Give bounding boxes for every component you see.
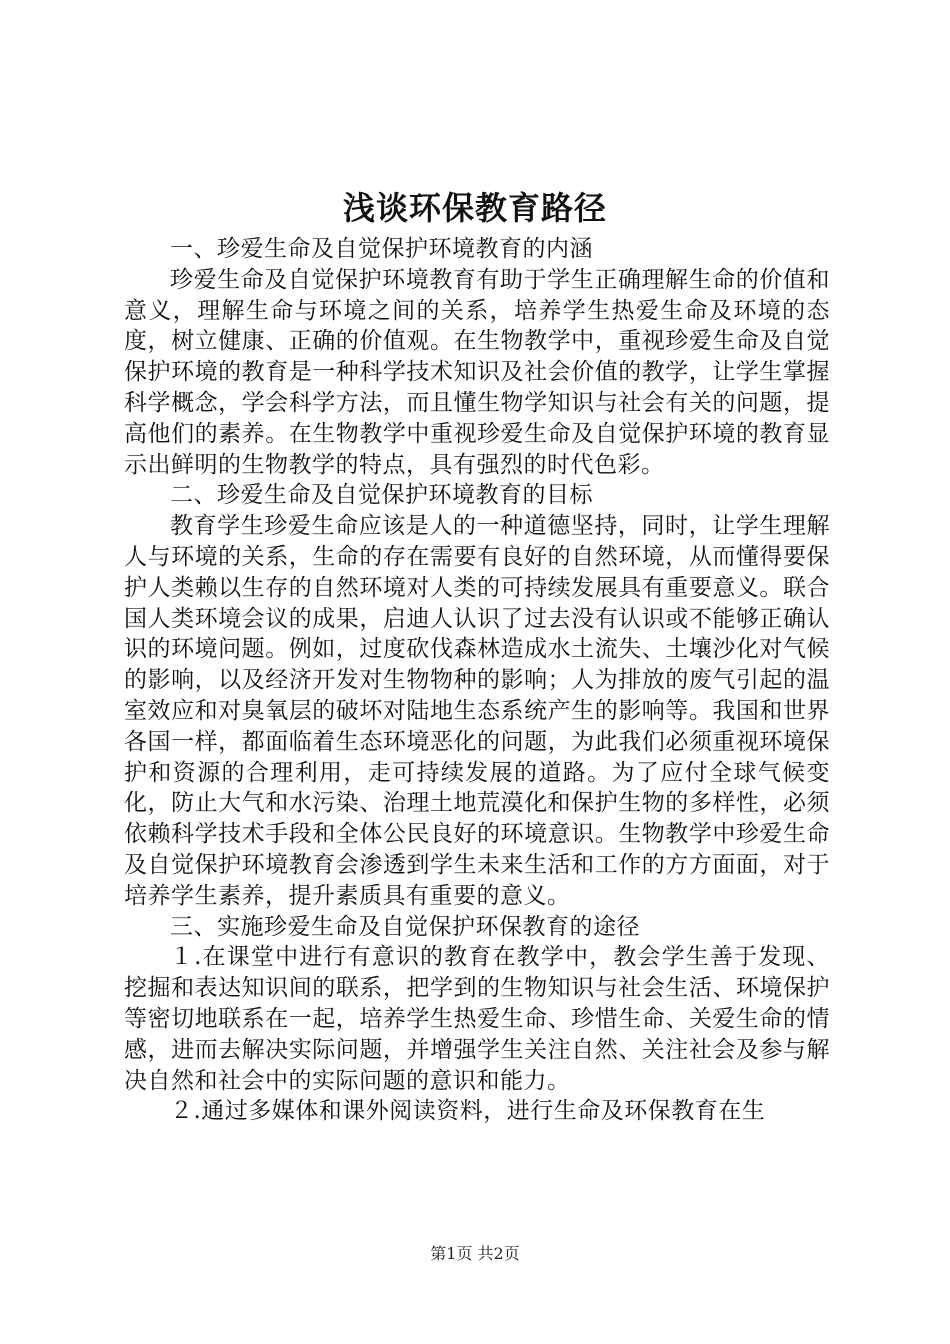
section-heading: 一、珍爱生命及自觉保护环境教育的内涵: [170, 236, 593, 262]
section-paragraph: 珍爱生命及自觉保护环境教育有助于学生正确理解生命的价值和意义，理解生命与环境之间的关系，培养学生热爱生命及环境的态度，树立健康、正确的价值观。在生物教学中，重视珍爱生命及自觉保护环境的教育是一种科学技术知识及社会价值的教学，让学生掌握科学概念，学会科学方法，而且懂生物学知识与社会有关的问题，提高他们的素养。在生物教学中重视珍爱生命及自觉保护环境的教育显示出鲜明的生物教学的特点，具有强烈的时代色彩。: [124, 266, 830, 478]
section-paragraph: 教育学生珍爱生命应该是人的一种道德坚持，同时，让学生理解人与环境的关系，生命的存在需要有良好的自然环境，从而懂得要保护人类赖以生存的自然环境对人类的可持续发展具有重要意义。联合国人类环境会议的成果，启迪人认识了过去没有认识或不能够正确认识的环境问题。例如，过度砍伐森林造成水土流失、土壤沙化对气候的影响，以及经济开发对生物物种的影响；人为排放的废气引起的温室效应和对臭氧层的破坏对陆地生态系统产生的影响等。我国和世界各国一样，都面临着生态环境恶化的问题，为此我们必须重视环境保护和资源的合理利用，走可持续发展的道路。为了应付全球气候变化，防止大气和水污染、治理土地荒漠化和保护生物的多样性，必须依赖科学技术手段和全体公民良好的环境意识。生物教学中珍爱生命及自觉保护环境教育会渗透到学生未来生活和工作的方方面面，对于培养学生素养，提升素质具有重要的意义。: [124, 513, 830, 909]
section-paragraph: ２.通过多媒体和课外阅读资料，进行生命及环保教育在生: [170, 1098, 766, 1125]
page-number: 第1页 共2页: [430, 1244, 520, 1263]
document-title: 浅谈环保教育路径: [342, 189, 607, 227]
document-body: [124, 234, 830, 1127]
section-heading: 二、珍爱生命及自觉保护环境教育的目标: [170, 482, 593, 509]
section-paragraph: １.在课堂中进行有意识的教育在教学中，教会学生善于发现、挖掘和表达知识间的联系，把学到的生物知识与社会生活、环境保护等密切地联系在一起，培养学生热爱生命、珍惜生命、关爱生命的情感，进而去解决实际问题，并增强学生关注自然、关注社会及参与解决自然和社会中的实际问题的意识和能力。: [124, 944, 830, 1094]
section-heading: 三、实施珍爱生命及自觉保护环保教育的途径: [170, 913, 640, 940]
